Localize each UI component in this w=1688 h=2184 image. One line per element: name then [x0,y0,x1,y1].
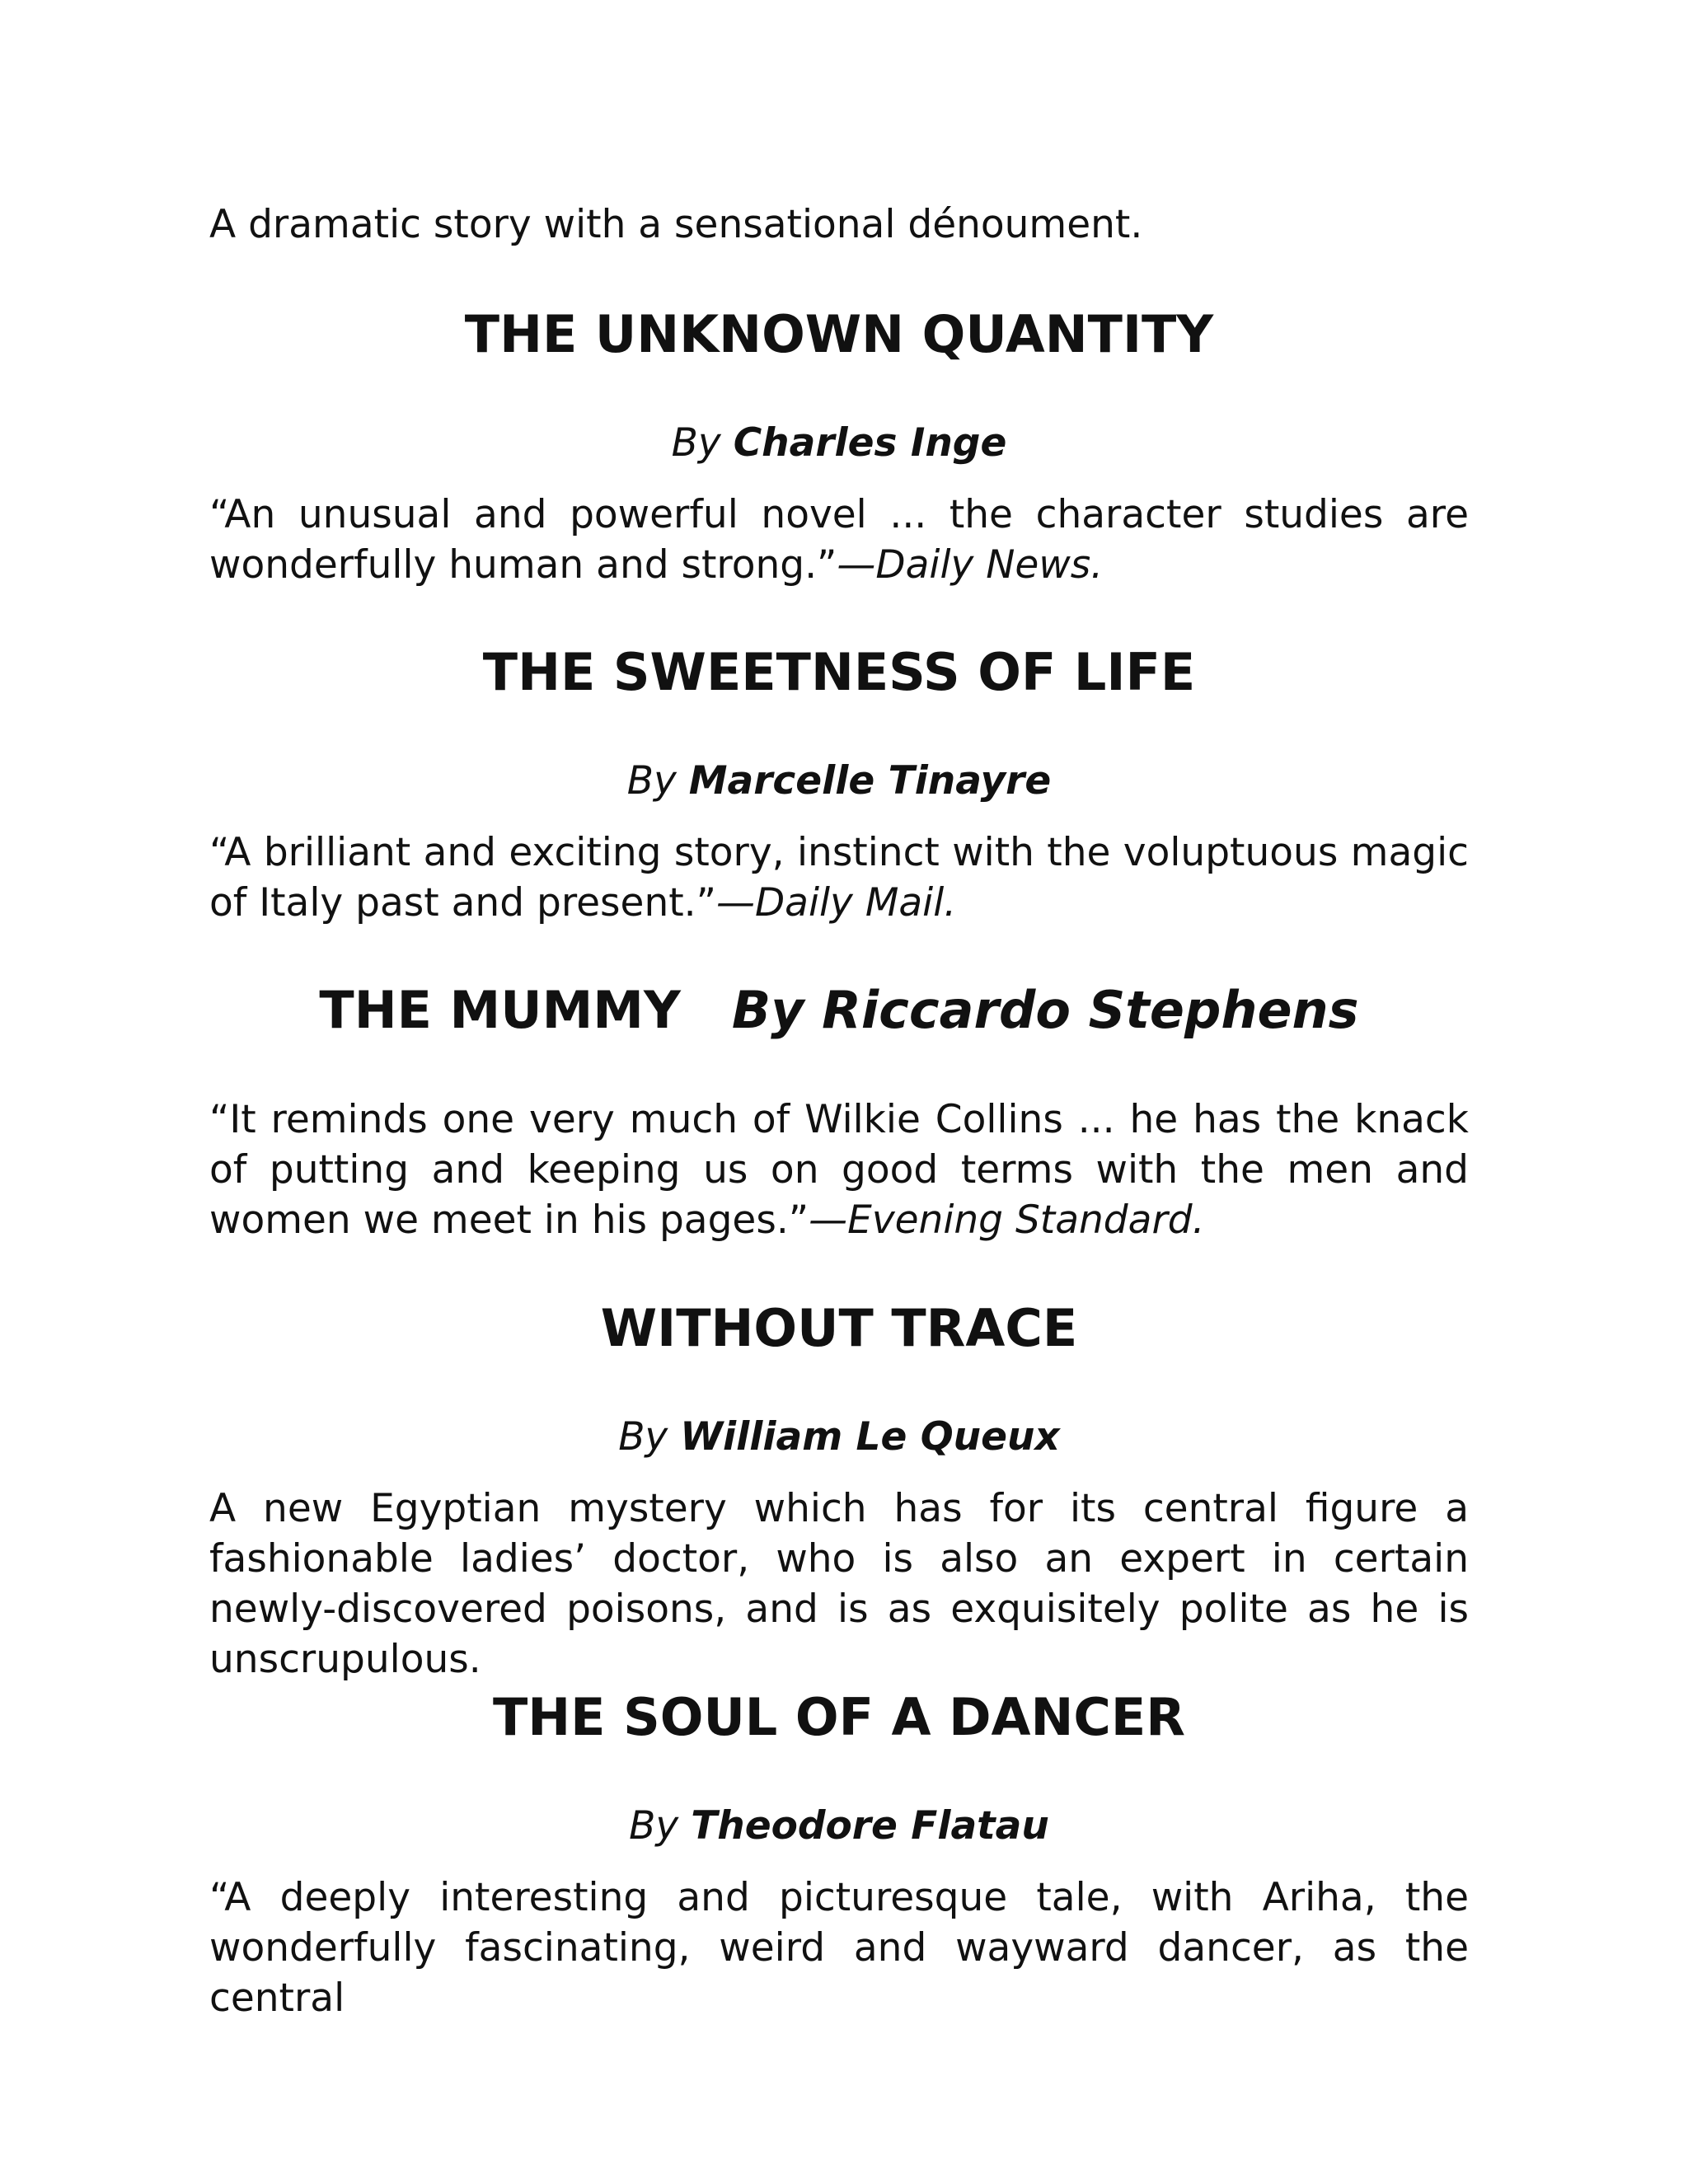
review-text: “A deeply interesting and picturesque tale, with Ariha, the wonderfully fascinating, weird and wayward dancer, as the central [209,1875,1469,2021]
review-text: “It reminds one very much of Wilkie Collins ... he has the knack of putting and keeping us on good terms with the men and women we meet in his pages.” [209,1097,1469,1243]
review-source: —Daily Mail. [715,880,957,926]
review-text: A new Egyptian mystery which has for its central figure a fashionable ladies’ doctor, who is also an expert in certain newly-discovered poisons, and is as exquisitely polite as he is unscrupulous. [209,1486,1469,1682]
book-title-byline: By Riccardo Stephens [731,980,1359,1040]
book-review-unknown-quantity [209,490,1469,590]
review-source: —Evening Standard. [809,1197,1205,1243]
book-title-unknown-quantity: THE UNKNOWN QUANTITY [464,304,1214,364]
book-byline-without-trace [209,1413,1469,1462]
review-text: “An unusual and powerful novel ... the character studies are wonderfully human and strong.” [209,492,1469,588]
book-review-soul-of-a-dancer [209,1872,1469,2023]
review-text: “A brilliant and exciting story, instinct with the voluptuous magic of Italy past and present.” [209,830,1469,926]
intro-paragraph: A dramatic story with a sensational dénoument. [209,202,1143,247]
book-title-mummy [209,977,1469,1043]
book-title-soul-of-a-dancer: THE SOUL OF A DANCER [492,1687,1186,1747]
book-title-sweetness-of-life: THE SWEETNESS OF LIFE [482,642,1196,702]
book-byline-soul-of-a-dancer [209,1802,1469,1851]
book-title-without-trace: WITHOUT TRACE [600,1298,1078,1358]
document-page [209,0,1469,2184]
book-byline-unknown-quantity [209,419,1469,468]
book-title-text: THE MUMMY [319,980,681,1040]
byline-by-word: By [671,420,721,466]
book-review-sweetness-of-life [209,827,1469,928]
byline-by-word: By [618,1414,668,1460]
book-review-without-trace [209,1483,1469,1685]
author-name: Marcelle Tinayre [688,758,1052,804]
byline-by-word: By [629,1803,679,1849]
author-name: Theodore Flatau [691,1803,1049,1849]
book-byline-sweetness-of-life [209,757,1469,806]
author-name: William Le Queux [680,1414,1060,1460]
author-name: Charles Inge [733,420,1007,466]
book-review-mummy [209,1094,1469,1245]
byline-by-word: By [626,758,677,804]
review-source: —Daily News. [837,542,1104,588]
